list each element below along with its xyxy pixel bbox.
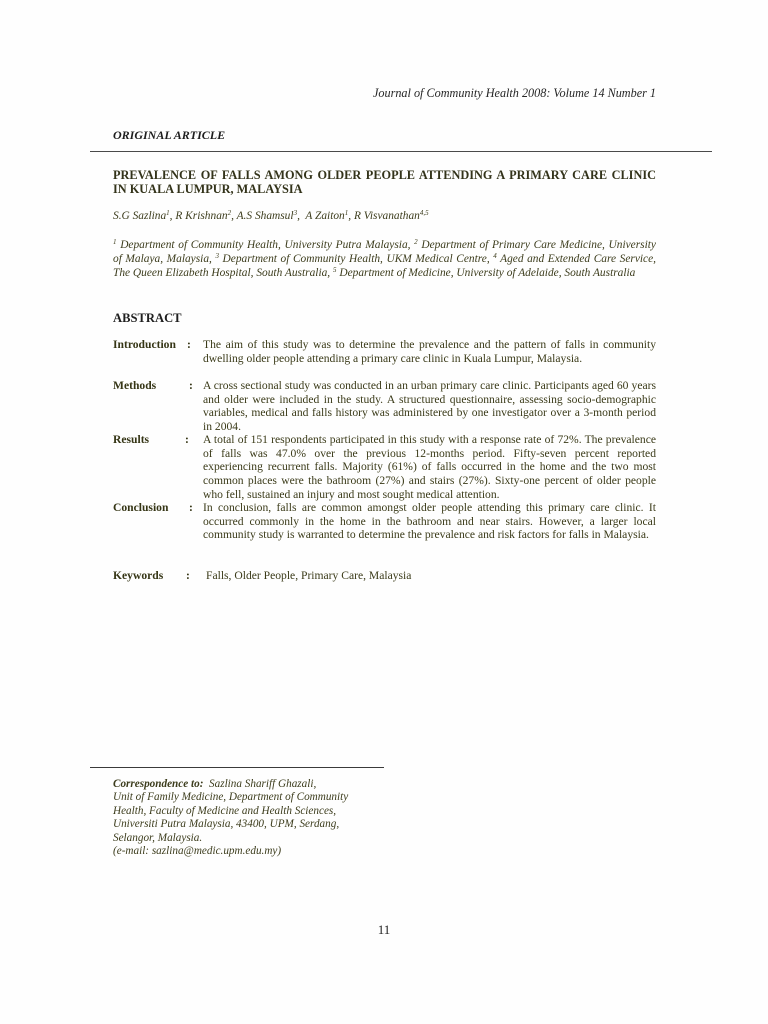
section-label: Introduction: [113, 338, 176, 351]
author-list: S.G Sazlina$^1$, R Krishnan$^2$, A.S Shamsul$^3$, A Zaiton$^1$, R Visvanathan$^{4,5}$: [113, 209, 429, 222]
author-affiliation-mark: 3: [293, 209, 298, 217]
affiliation: Aged and Extended Care Service, The Queen Elizabeth Hospital, South Australia,: [113, 253, 656, 279]
keywords-text: Falls, Older People, Primary Care, Malaysia: [206, 569, 412, 582]
correspondence-line: Health, Faculty of Medicine and Health Sciences,: [113, 804, 337, 817]
affiliation: Department of Medicine, University of Adelaide, South Australia: [339, 267, 636, 279]
correspondence-email: (e-mail: sazlina@medic.upm.edu.my): [113, 845, 282, 858]
author-name: R Krishnan: [175, 210, 228, 222]
correspondence-line: Selangor, Malaysia.: [113, 831, 203, 844]
keywords-label: Keywords: [113, 569, 164, 582]
correspondence-name: Sazlina Shariff Ghazali,: [209, 778, 317, 790]
author-affiliation-mark: 4,5: [419, 209, 429, 217]
section-text: A total of 151 respondents participated in this study with a response rate of 72%. The prevalence of falls was 47.0% over the previous 12-months period. Fifty-seven percent reported experiencing recurrent falls. Majority (61%) of falls occurred in the home and the two most common places were the bathroom (27%) and stairs (27%). Sixty-one percent of older people who fell, sustained an injury and most sought medical attention.: [203, 433, 656, 501]
author-affiliation-mark: 1: [166, 209, 170, 217]
abstract-heading: ABSTRACT: [113, 311, 182, 325]
article-type: ORIGINAL ARTICLE: [113, 128, 226, 142]
author-name: S.G Sazlina: [113, 210, 167, 222]
affiliation: Department of Community Health, University Putra Malaysia,: [120, 239, 415, 251]
correspondence: [113, 778, 403, 858]
author-name: A Zaiton: [305, 210, 345, 222]
author-affiliation-mark: 2: [227, 209, 232, 217]
section-label: Methods: [113, 379, 157, 392]
abstract-section-methods: Methods : A cross sectional study was conducted in an urban primary care clinic. Participants aged 60 years and older were included in the study. A structured questionnaire, assessing socio-demographic variables, medical and falls history was administered by one investigator over a 3-month period in 2004.: [113, 379, 656, 434]
section-label: Conclusion: [113, 501, 169, 514]
correspondence-label: Correspondence to:: [113, 778, 204, 790]
section-label: Results: [113, 433, 150, 446]
author-affiliation-mark: 1: [344, 209, 349, 217]
page-number: 11: [377, 922, 391, 937]
section-text: In conclusion, falls are common amongst older people attending this primary care clinic. It occurred commonly in the home in the bathroom and near stairs. However, a larger local community study is warranted to determine the prevalence and risk factors for falls in Malaysia.: [203, 501, 656, 542]
journal-citation: Journal of Community Health 2008: Volume 14 Number 1: [373, 86, 656, 100]
correspondence-line: Unit of Family Medicine, Department of Community: [113, 791, 349, 804]
section-text: A cross sectional study was conducted in an urban primary care clinic. Participants aged 60 years and older were included in the study. A structured questionnaire, assessing socio-demographic variables, medical and falls history was administered by one investigator over a 3-month period in 2004.: [203, 379, 656, 434]
abstract-section-conclusion: Conclusion : In conclusion, falls are common amongst older people attending this primary care clinic. It occurred commonly in the home in the bathroom and near stairs. However, a larger local community study is warranted to determine the prevalence and risk factors for falls in Malaysia.: [113, 501, 656, 542]
affiliations: $^1$ Department of Community Health, University Putra Malaysia, $^2$ Department of Primary Care Medicine, University of Malaya, Malaysia, $^3$ Department of Community Health, UKM Medical Centre, $^4$ Aged and Extended Care Service, The Queen Elizabeth Hospital, South Australia, $^5$ Department of Medicine, University of Adelaide, South Australia: [113, 238, 656, 279]
article-title: PREVALENCE OF FALLS AMONG OLDER PEOPLE ATTENDING A PRIMARY CARE CLINIC IN KUALA LUMPUR, MALAYSIA: [113, 168, 656, 196]
affiliation: Department of Primary Care Medicine, University of Malaya, Malaysia,: [113, 239, 656, 265]
section-text: The aim of this study was to determine the prevalence and the pattern of falls in community dwelling older people attending a primary care clinic in Kuala Lumpur, Malaysia.: [203, 338, 656, 365]
footnote-rule: [90, 767, 384, 768]
correspondence-line: Universiti Putra Malaysia, 43400, UPM, Serdang,: [113, 818, 340, 831]
header-rule: [90, 151, 712, 152]
author-name: A.S Shamsul: [236, 210, 294, 222]
abstract-section-introduction: Introduction : The aim of this study was to determine the prevalence and the pattern of falls in community dwelling older people attending a primary care clinic in Kuala Lumpur, Malaysia.: [113, 338, 656, 365]
abstract-keywords: Keywords : Falls, Older People, Primary Care, Malaysia: [113, 569, 656, 583]
affiliation: Department of Community Health, UKM Medical Centre,: [222, 253, 494, 265]
abstract-section-results: Results : A total of 151 respondents participated in this study with a response rate of 72%. The prevalence of falls was 47.0% over the previous 12-months period. Fifty-seven percent reported experiencing recurrent falls. Majority (61%) of falls occurred in the home and the two most common places were the bathroom (27%) and stairs (27%). Sixty-one percent of older people who fell, sustained an injury and most sought medical attention.: [113, 433, 656, 501]
author-name: R Visvanathan: [353, 210, 420, 222]
